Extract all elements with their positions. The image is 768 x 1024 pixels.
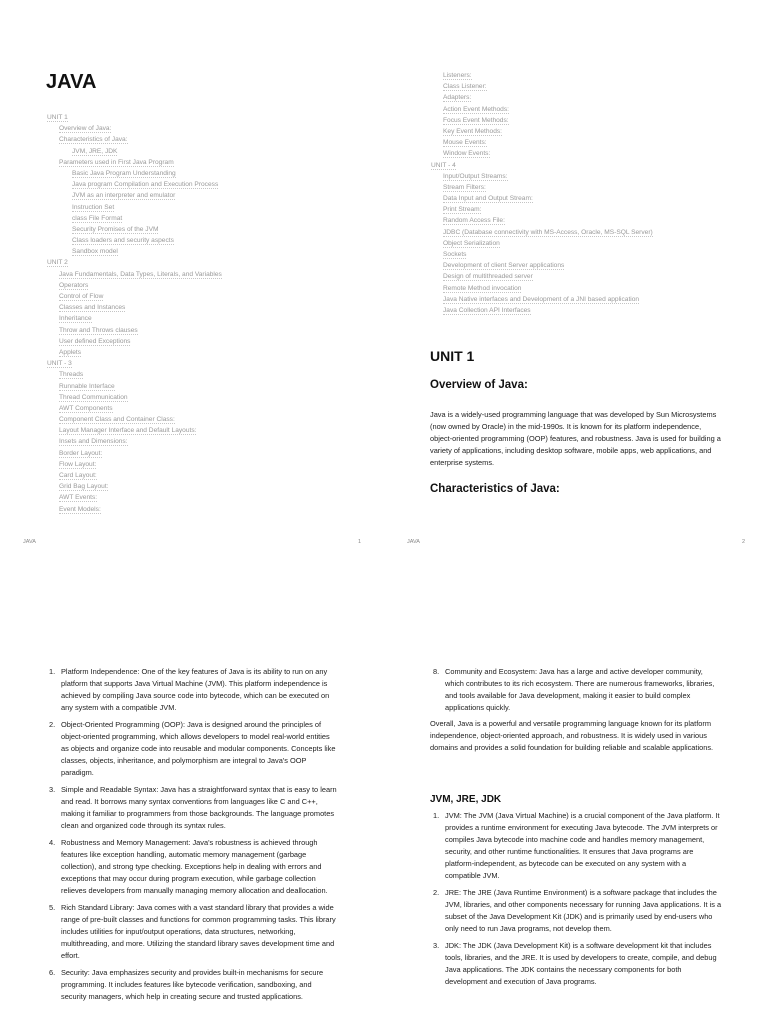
toc-entry-label: Applets — [59, 348, 81, 356]
toc-entry-label: Throw and Throws clauses — [59, 326, 138, 334]
footer-title: JAVA — [23, 539, 36, 545]
toc-entry[interactable] — [431, 137, 653, 148]
toc-entry-label: Inheritance — [59, 315, 92, 323]
toc-entry[interactable] — [47, 224, 222, 235]
jvm-jre-jdk-heading: JVM, JRE, JDK — [430, 794, 502, 805]
toc-entry[interactable] — [431, 283, 653, 294]
toc-entry[interactable] — [47, 481, 222, 492]
list-item-number: 2. — [433, 888, 440, 897]
list-item-text: JVM: The JVM (Java Virtual Machine) is a crucial component of the Java platform. It provides a runtime environment for executing Java bytecode. The JVM interprets or compiles Java bytecode into machine code and handles memory management, security, and other runtime functionalities. It ensures that Java programs are platform-independent, as bytecode can be executed on any system with a compatible JVM. — [445, 811, 720, 880]
toc-entry-label: Characteristics of Java: — [59, 136, 128, 144]
toc-entry-label: Classes and Instances — [59, 304, 126, 312]
toc-entry-label: Layout Manager Interface and Default Layouts: — [59, 427, 197, 435]
toc-entry-label: Focus Event Methods: — [443, 116, 509, 124]
toc-entry[interactable] — [431, 126, 653, 137]
toc-entry[interactable] — [47, 347, 222, 358]
toc-entry[interactable] — [47, 246, 222, 257]
list-item-text: Security: Java emphasizes security and provides built-in mechanisms for secure programming. It includes features like bytecode verification, sandboxing, and security managers, which help in creating secure and trusted applications. — [61, 968, 324, 1001]
toc-entry[interactable] — [47, 269, 222, 280]
toc-entry[interactable] — [47, 202, 222, 213]
toc-entry[interactable] — [47, 325, 222, 336]
toc-entry-label: Runnable Interface — [59, 382, 115, 390]
toc-entry-label: User defined Exceptions — [59, 337, 131, 345]
toc-entry-label: Basic Java Program Understanding — [72, 169, 176, 177]
toc-entry-label: Adapters: — [443, 94, 472, 102]
toc-entry[interactable] — [47, 313, 222, 324]
toc-entry[interactable] — [47, 134, 222, 145]
toc-entry[interactable] — [47, 392, 222, 403]
unit-heading: UNIT 1 — [430, 348, 475, 364]
toc-entry[interactable] — [47, 414, 222, 425]
toc-entry-label: Class loaders and security aspects — [72, 237, 174, 245]
toc-entry-label: Operators — [59, 281, 89, 289]
page-4 — [384, 512, 768, 1024]
toc-entry-label: Java program Compilation and Execution Process — [72, 181, 219, 189]
toc-entry[interactable] — [431, 271, 653, 282]
toc-entry-label: Grid Bag Layout: — [59, 483, 109, 491]
toc-entry[interactable] — [47, 123, 222, 134]
toc-entry-label: Action Event Methods: — [443, 105, 509, 113]
toc-entry[interactable] — [47, 157, 222, 168]
toc-entry[interactable] — [47, 425, 222, 436]
toc-entry-label: Java Collection API Interfaces — [443, 306, 531, 314]
toc-entry-label: Object Serialization — [443, 239, 500, 247]
characteristics-list-continued — [430, 666, 722, 719]
toc-entry-label: Key Event Methods: — [443, 127, 503, 135]
toc-entry-label: Mouse Events: — [443, 139, 487, 147]
toc-entry[interactable] — [431, 104, 653, 115]
toc-entry-label: UNIT - 3 — [47, 360, 72, 368]
toc-entry[interactable] — [47, 213, 222, 224]
toc-entry-label: Parameters used in First Java Program — [59, 158, 174, 166]
toc-entry[interactable] — [47, 369, 222, 380]
list-item-text: Robustness and Memory Management: Java's robustness is achieved through features like exception handling, automatic memory management (garbage collection), and strong type checking. Exceptions help in dealing with errors and exceptions that may occur during program execution, while garbage collection relieves developers from manually managing memory allocation and deallocation. — [61, 838, 328, 895]
toc-entry-label: AWT Components — [59, 404, 113, 412]
toc-entry-label: Component Class and Container Class: — [59, 416, 175, 424]
toc-entry[interactable] — [47, 358, 222, 369]
page-2 — [384, 0, 768, 545]
toc-entry-label: UNIT 2 — [47, 259, 68, 267]
toc-entry[interactable] — [47, 168, 222, 179]
toc-entry-label: Border Layout: — [59, 449, 103, 457]
toc-entry-label: Sandbox model — [72, 248, 118, 256]
toc-entry[interactable] — [431, 92, 653, 103]
toc-entry[interactable] — [431, 171, 653, 182]
list-item-text: Object-Oriented Programming (OOP): Java is designed around the principles of object-oriented programming, which allows developers to model real-world entities as objects and organize code into reusable and modular components. Concepts like classes, objects, inheritance, and polymorphism are integral to Java's OOP paradigm. — [61, 720, 336, 777]
toc-entry-label: Security Promises of the JVM — [72, 225, 159, 233]
toc-entry-label: Flow Layout: — [59, 460, 97, 468]
toc-entry-label: Window Events: — [443, 150, 491, 158]
toc-entry-label: Listeners: — [443, 72, 472, 79]
toc-entry-label: UNIT 1 — [47, 114, 68, 121]
toc-entry[interactable] — [431, 238, 653, 249]
list-item-text: Platform Independence: One of the key features of Java is its ability to run on any platform that supports Java Virtual Machine (JVM). This platform independence is achieved by compiling Java source code into bytecode, which can be executed on any system with a compatible JVM. — [61, 667, 330, 712]
toc-entry-label: Control of Flow — [59, 293, 104, 300]
toc-entry[interactable] — [431, 215, 653, 226]
page-number: 2 — [741, 539, 745, 545]
list-item — [430, 666, 722, 714]
list-item — [46, 837, 338, 897]
list-item — [430, 887, 722, 935]
toc-entry[interactable] — [431, 294, 653, 305]
footer-title: JAVA — [407, 539, 420, 545]
list-item — [46, 902, 338, 962]
list-item — [46, 967, 338, 1003]
toc-entry[interactable] — [47, 492, 222, 503]
toc-entry-label: Overview of Java: — [59, 125, 112, 133]
toc-entry-label: Data Input and Output Stream: — [443, 195, 533, 203]
toc-entry[interactable] — [431, 193, 653, 204]
toc-entry-label: Design of multithreaded server — [443, 273, 533, 281]
toc-entry-label: Card Layout: — [59, 472, 97, 479]
toc-entry-label: Java Native interfaces and Development of a JNI based application — [443, 295, 640, 303]
list-item-text: Community and Ecosystem: Java has a large and active developer community, which contributes to its rich ecosystem. There are numerous frameworks, libraries, and tools available for Java development, making it easier to build complex applications quickly. — [445, 667, 715, 712]
overview-heading: Overview of Java: — [430, 379, 528, 391]
list-item-number: 6. — [49, 968, 56, 977]
toc-entry-label: Threads — [59, 371, 84, 379]
toc-entry[interactable] — [47, 291, 222, 302]
jvm-jre-jdk-list — [430, 810, 722, 993]
list-item-text: Simple and Readable Syntax: Java has a straightforward syntax that is easy to learn and read. It borrows many syntax conventions from languages like C and C++, making it familiar to programmers from those backgrounds. The language promotes clean and organized code through its syntax rules. — [61, 785, 337, 830]
toc-entry-label: Stream Filters: — [443, 183, 486, 191]
toc-entry[interactable] — [47, 403, 222, 414]
toc-entry[interactable] — [47, 436, 222, 447]
toc-entry-label: Input/Output Streams: — [443, 172, 508, 180]
toc-entry-label: Instruction Set — [72, 203, 115, 211]
toc-entry[interactable] — [431, 115, 653, 126]
table-of-contents-continued — [431, 70, 653, 316]
toc-entry[interactable] — [47, 146, 222, 157]
toc-entry-label: Class Listener: — [443, 83, 487, 91]
toc-entry[interactable] — [431, 249, 653, 260]
toc-entry[interactable] — [47, 280, 222, 291]
toc-entry[interactable] — [431, 204, 653, 215]
list-item-text: JDK: The JDK (Java Development Kit) is a software development kit that includes tools, libraries, and the JRE. It is used by developers to create, compile, and debug Java applications. The JDK contains the necessary components for both development and execution of Java programs. — [445, 941, 717, 986]
document-title: JAVA — [46, 71, 97, 93]
page-1 — [0, 0, 384, 545]
toc-entry[interactable] — [431, 70, 653, 81]
characteristics-list — [46, 666, 338, 1008]
page-number: 1 — [357, 539, 361, 545]
toc-entry-label: Print Stream: — [443, 206, 482, 214]
toc-entry[interactable] — [47, 302, 222, 313]
overview-paragraph: Java is a widely-used programming language that was developed by Sun Microsystems (now owned by Oracle) in the mid-1990s. It is known for its platform independence, object-oriented programming (OOP) features, and robustness. Java is used for building a variety of applications, including desktop software, mobile apps, web applications, and enterprise systems. — [430, 410, 721, 467]
toc-entry[interactable] — [431, 305, 653, 316]
toc-entry-label: Java Fundamentals, Data Types, Literals, and Variables — [59, 270, 222, 278]
toc-entry[interactable] — [431, 260, 653, 271]
toc-entry-label: class File Format — [72, 214, 123, 222]
list-item — [430, 940, 722, 988]
table-of-contents — [47, 112, 222, 515]
list-item-number: 2. — [49, 720, 56, 729]
toc-entry[interactable] — [47, 448, 222, 459]
summary-paragraph: Overall, Java is a powerful and versatile programming language known for its platform independence, object-oriented approach, and robustness. It is widely used in various domains and provides a solid foundation for building reliable and scalable applications. — [430, 719, 714, 752]
toc-entry-label: Insets and Dimensions: — [59, 438, 128, 446]
toc-entry[interactable] — [47, 179, 222, 190]
list-item — [46, 719, 338, 779]
toc-entry[interactable] — [47, 381, 222, 392]
list-item-number: 3. — [49, 785, 56, 794]
toc-entry-label: JVM, JRE, JDK — [72, 147, 118, 155]
list-item-number: 3. — [433, 941, 440, 950]
list-item-number: 4. — [49, 838, 56, 847]
toc-entry[interactable] — [47, 257, 222, 268]
list-item-text: Rich Standard Library: Java comes with a vast standard library that provides a wide range of pre-built classes and functions for common programming tasks. This library includes utilities for input/output operations, data structures, networking, multithreading, and more. Utilizing the standard library saves development time and effort. — [61, 903, 336, 960]
toc-entry-label: Event Models: — [59, 505, 101, 513]
toc-entry-label: Sockets — [443, 251, 467, 258]
toc-entry-label: Random Access File: — [443, 217, 505, 225]
toc-entry-label: JVM as an interpreter and emulator — [72, 192, 176, 200]
toc-entry[interactable] — [47, 470, 222, 481]
list-item-number: 8. — [433, 667, 440, 676]
page-3 — [0, 512, 384, 1024]
toc-entry-label: UNIT - 4 — [431, 161, 456, 169]
list-item-number: 1. — [433, 811, 440, 820]
toc-entry[interactable] — [47, 336, 222, 347]
toc-entry-label: AWT Events: — [59, 494, 98, 502]
toc-entry[interactable] — [431, 227, 653, 238]
toc-entry-label: Thread Communication — [59, 393, 128, 401]
toc-entry[interactable] — [431, 148, 653, 159]
toc-entry[interactable] — [47, 459, 222, 470]
toc-entry-label: JDBC (Database connectivity with MS-Access, Oracle, MS-SQL Server) — [443, 228, 653, 236]
toc-entry[interactable] — [431, 81, 653, 92]
list-item-number: 1. — [49, 667, 56, 676]
toc-entry[interactable] — [431, 182, 653, 193]
list-item — [46, 666, 338, 714]
toc-entry-label: Development of client Server applications — [443, 262, 565, 270]
list-item — [430, 810, 722, 882]
toc-entry-label: Remote Method invocation — [443, 284, 522, 292]
list-item-number: 5. — [49, 903, 56, 912]
toc-entry[interactable] — [47, 112, 222, 123]
toc-entry[interactable] — [47, 190, 222, 201]
list-item — [46, 784, 338, 832]
toc-entry[interactable] — [47, 235, 222, 246]
characteristics-heading: Characteristics of Java: — [430, 483, 560, 495]
list-item-text: JRE: The JRE (Java Runtime Environment) is a software package that includes the JVM, libraries, and other components necessary for running Java applications. It is a subset of the Java Development Kit (JDK) and is primarily used by end-users who only need to run Java programs, not develop them. — [445, 888, 722, 933]
toc-entry[interactable] — [431, 160, 653, 171]
